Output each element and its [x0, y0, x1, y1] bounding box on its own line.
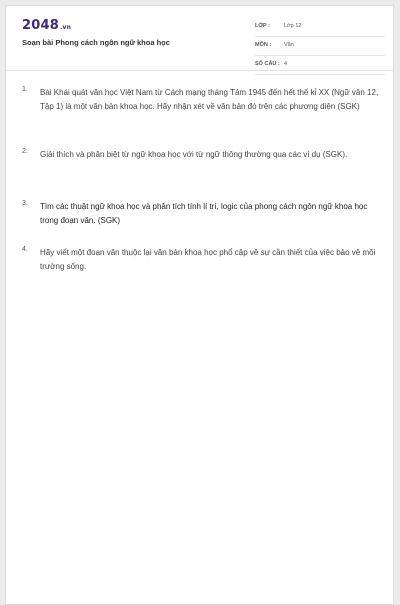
- meta-value-question-count: 4: [284, 61, 288, 67]
- question-number: 1.: [22, 86, 28, 93]
- question-number: 3.: [22, 200, 28, 207]
- logo-tld: .vn: [59, 24, 72, 31]
- worksheet-meta: [255, 20, 385, 77]
- page-title: Soạn bài Phong cách ngôn ngữ khoa học: [22, 38, 170, 47]
- meta-label-class: LỚP :: [255, 23, 270, 29]
- question-list: [22, 86, 382, 273]
- question-text: Tìm các thuật ngữ khoa học và phân tích tính lí trí, logic của phong cách ngôn ngữ khoa học trong đoạn văn. (SGK): [40, 202, 368, 225]
- question-number: 2.: [22, 148, 28, 155]
- question-text: Giải thích và phân biệt từ ngữ khoa học với từ ngữ thông thường qua các ví dụ (SGK).: [40, 150, 348, 159]
- meta-label-question-count: SỐ CÂU :: [255, 61, 280, 67]
- worksheet-page: [5, 5, 394, 605]
- site-logo[interactable]: [22, 18, 71, 33]
- meta-row-subject: [255, 39, 385, 56]
- worksheet-header: [6, 6, 393, 71]
- meta-label-subject: MÔN :: [255, 42, 272, 48]
- meta-value-subject: Văn: [284, 42, 294, 48]
- logo-main: 2048: [22, 18, 59, 33]
- question-item: [22, 200, 382, 246]
- meta-row-question-count: [255, 58, 385, 75]
- question-item: [22, 148, 382, 200]
- meta-row-class: [255, 20, 385, 37]
- question-number: 4.: [22, 246, 28, 253]
- meta-value-class: Lớp 12: [284, 23, 302, 29]
- question-text: Bài Khái quát văn học Việt Nam từ Cách mạng tháng Tám 1945 đến hết thế kỉ XX (Ngữ văn 12, Tập 1) là một văn bản khoa học. Hãy nhận xét về văn bản đó trên các phương diện (SGK): [40, 88, 379, 111]
- question-item: [22, 86, 382, 148]
- question-item: [22, 246, 382, 273]
- question-text: Hãy viết một đoạn văn thuộc lại văn bản khoa học phổ cập về sự cần thiết của việc bảo vệ môi trường sống.: [40, 248, 376, 271]
